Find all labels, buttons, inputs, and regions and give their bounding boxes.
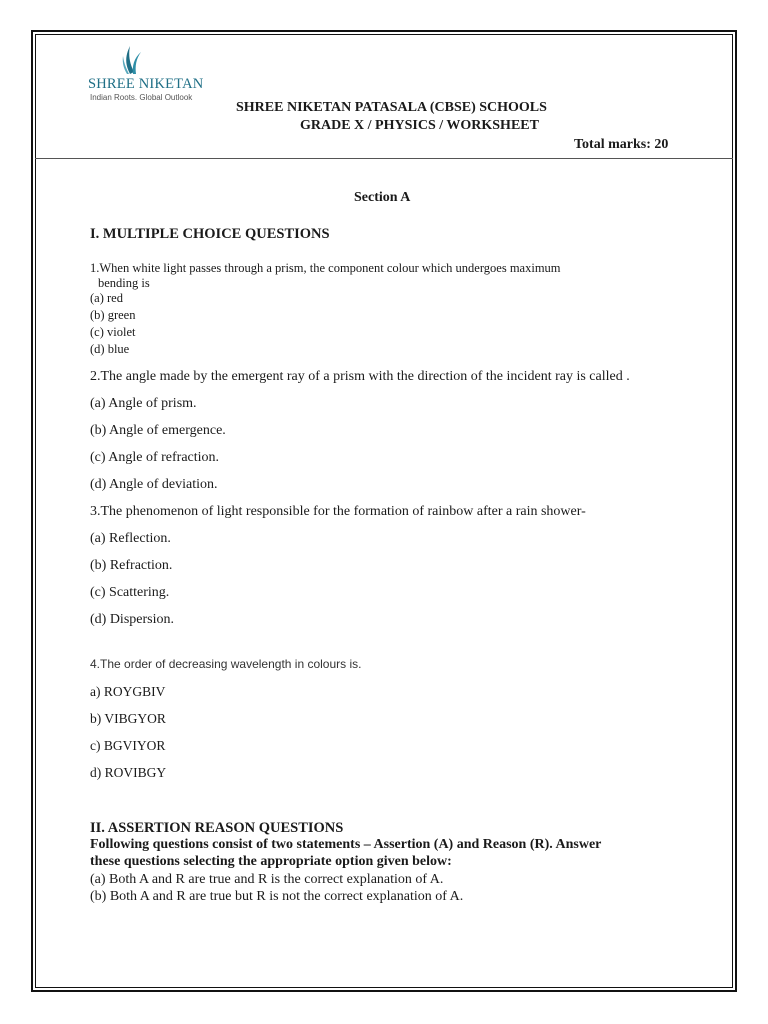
- logo-tagline: Indian Roots. Global Outlook: [90, 93, 193, 102]
- total-marks: Total marks: 20: [574, 137, 669, 152]
- assertion-instructions-line2: these questions selecting the appropriate option given below:: [90, 854, 452, 869]
- assertion-heading: II. ASSERTION REASON QUESTIONS: [90, 820, 344, 836]
- q1-text-line2: bending is: [98, 276, 150, 290]
- q1-text-line1: 1.When white light passes through a prism, the component colour which undergoes maximum: [90, 261, 561, 275]
- mcq-heading: I. MULTIPLE CHOICE QUESTIONS: [90, 226, 330, 242]
- section-title: Section A: [354, 190, 411, 205]
- q1-option: (c) violet: [90, 325, 136, 339]
- q3-text: 3.The phenomenon of light responsible for the formation of rainbow after a rain shower-: [90, 504, 586, 519]
- q4-text: 4.The order of decreasing wavelength in colours is.: [90, 657, 362, 671]
- q2-option: (c) Angle of refraction.: [90, 450, 220, 465]
- q4-option: c) BGVIYOR: [90, 738, 166, 753]
- q3-option: (c) Scattering.: [90, 585, 170, 600]
- worksheet-title: GRADE X / PHYSICS / WORKSHEET: [300, 118, 539, 133]
- logo-name: SHREE NIKETAN: [88, 76, 204, 92]
- q2-text: 2.The angle made by the emergent ray of a prism with the direction of the incident ray is called .: [90, 369, 630, 384]
- q2-option: (d) Angle of deviation.: [90, 477, 218, 492]
- assertion-option: (b) Both A and R are true but R is not the correct explanation of A.: [90, 889, 464, 904]
- q1-option: (a) red: [90, 291, 123, 305]
- q2-option: (a) Angle of prism.: [90, 396, 197, 411]
- assertion-instructions-line1: Following questions consist of two statements – Assertion (A) and Reason (R). Answer: [90, 837, 602, 852]
- q1-option: (b) green: [90, 308, 136, 322]
- q4-option: d) ROVIBGY: [90, 765, 167, 780]
- q4-option: b) VIBGYOR: [90, 711, 166, 726]
- flame-leaf-logo-icon: [116, 44, 146, 76]
- q3-option: (a) Reflection.: [90, 531, 171, 546]
- q3-option: (d) Dispersion.: [90, 612, 174, 627]
- q2-option: (b) Angle of emergence.: [90, 423, 226, 438]
- q3-option: (b) Refraction.: [90, 558, 173, 573]
- q4-option: a) ROYGBIV: [90, 684, 166, 699]
- assertion-option: (a) Both A and R are true and R is the correct explanation of A.: [90, 872, 444, 887]
- school-logo: [88, 44, 228, 104]
- q1-option: (d) blue: [90, 342, 130, 356]
- header-divider: [35, 158, 733, 159]
- school-name: SHREE NIKETAN PATASALA (CBSE) SCHOOLS: [236, 100, 547, 115]
